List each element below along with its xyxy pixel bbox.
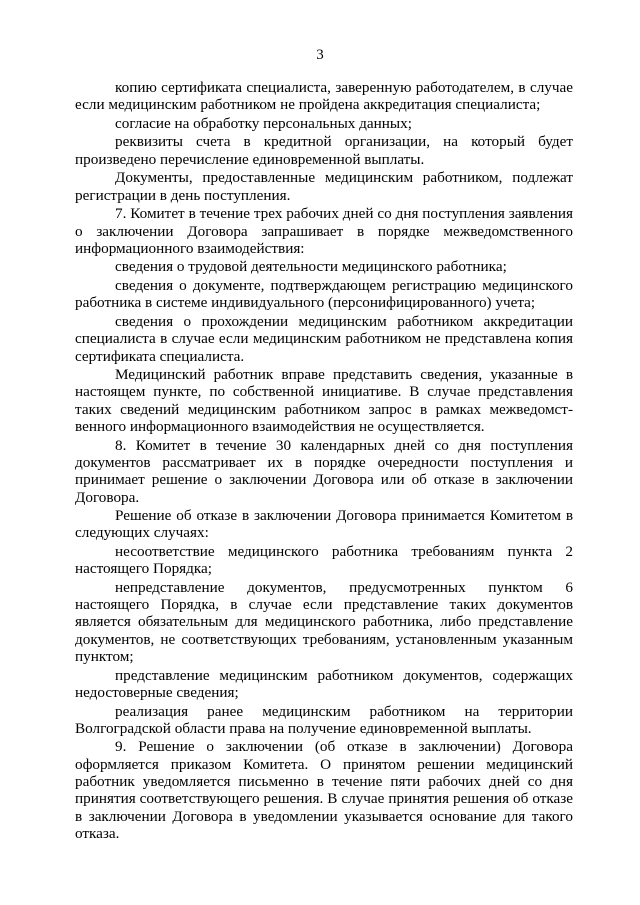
paragraph-refusal-missing-documents: непредставление документов, предусмотренных пунктом 6 настоящего Порядка, в случае если представление таких документов является обязательным для медицинского работника, либо представление документов, не соответствующих требованиям, установленным указанным пунктом;	[75, 578, 573, 666]
paragraph-accreditation-info: сведения о прохождении медицинским работником аккредитации специалиста в случае если медицинским работником не представлена копия сертификата специалиста.	[75, 312, 573, 365]
paragraph-item-8: 8. Комитет в течение 30 календарных дней со дня поступления документов рассматривает их в порядке очередности поступления и принимает решение о заключении Договора или об отказе в заключении Договора.	[75, 436, 573, 506]
paragraph-item-7: 7. Комитет в течение трех рабочих дней со дня поступления заявления о заключении Договора запрашивает в порядке межведомственного информационного взаимодействия:	[75, 205, 573, 257]
page-number: 3	[316, 47, 324, 63]
paragraph-refusal-false-info: представление медицинским работником документов, содержащих недостоверные сведения;	[75, 666, 573, 701]
document-body	[75, 79, 573, 844]
paragraph-bank-details: реквизиты счета в кредитной организации, на который будет произведено перечисление единовременной выплаты.	[75, 133, 573, 168]
paragraph-personal-data-consent: согласие на обработку персональных данных;	[115, 114, 412, 132]
paragraph-refusal-nonconformity: несоответствие медицинского работника требованиям пункта 2 настоящего Порядка;	[75, 542, 573, 578]
paragraph-refusal-cases: Решение об отказе в заключении Договора принимается Комитетом в следующих случаях:	[75, 507, 573, 542]
paragraph-item-9: 9. Решение о заключении (об отказе в заключении) Договора оформляется приказом Комитета. О принятом решении медицинский работник уведомляется письменно в течение пяти рабочих дней со дня принятия соответствующего решения. В случае принятия решения об отказе в заключении Договора в уведомлении указывается основание для такого отказа.	[75, 738, 573, 842]
paragraph-certificate-copy: копию сертификата специалиста, заверенную работодателем, в случае если медицинским работником не пройдена аккредитация специалиста;	[75, 79, 573, 114]
paragraph-own-initiative: Медицинский работник вправе представить сведения, указанные в настоящем пункте, по собственной инициативе. В случае представления таких сведений медицинским работником запрос в рамках межведомственного информационного взаимодействия не осуществляется.	[75, 366, 573, 436]
paragraph-documents-registration: Документы, предоставленные медицинским работником, подлежат регистрации в день поступления.	[75, 169, 573, 204]
paragraph-registration-document-info: сведения о документе, подтверждающем регистрацию медицинского работника в системе индивидуального (персонифицированного) учета;	[75, 277, 573, 312]
paragraph-labor-activity-info: сведения о трудовой деятельности медицинского работника;	[115, 258, 507, 276]
paragraph-refusal-prior-payment: реализация ранее медицинским работником на территории Волгоградской области права на получение единовременной выплаты.	[75, 702, 573, 737]
